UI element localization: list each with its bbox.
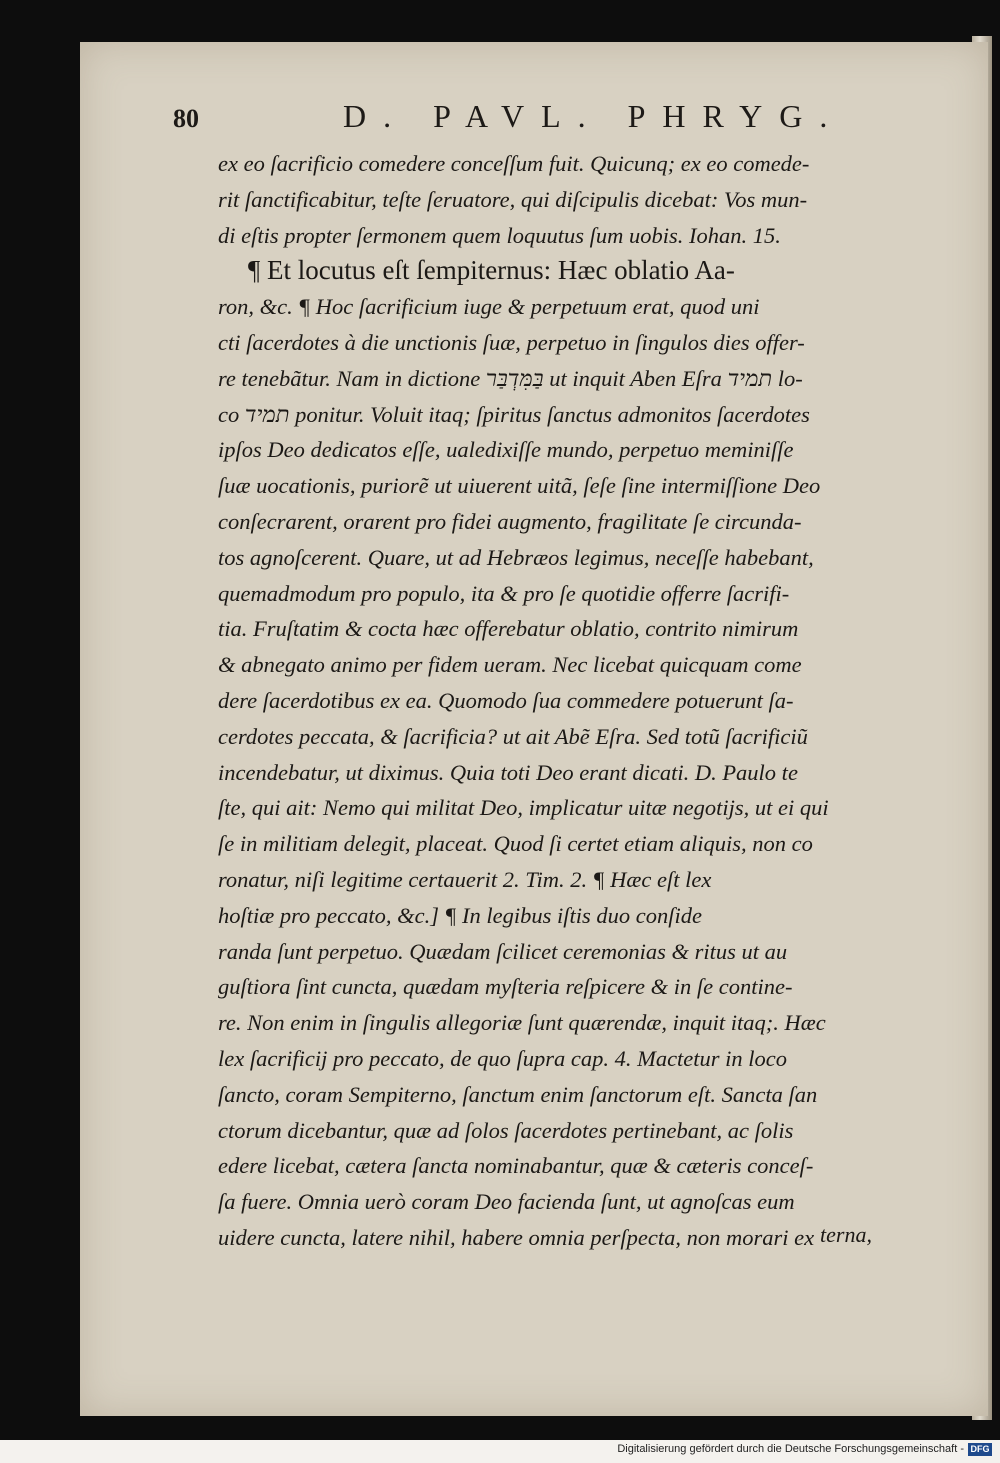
text-line: lex ſacrificij pro peccato, de quo ſupra cap. 4. Mactetur in loco (218, 1045, 788, 1071)
page-header (173, 92, 893, 142)
text-line: ronatur, niſi legitime certauerit 2. Tim. 2. ¶ Hæc eſt lex (218, 866, 712, 892)
text-line: uidere cuncta, latere nihil, habere omnia perſpecta, non morari ex (218, 1224, 815, 1250)
text-line: ron, &c. ¶ Hoc ſacrificium iuge & perpetuum erat, quod uni (218, 294, 760, 320)
body-text (218, 146, 900, 1256)
text-line: ſte, qui ait: Nemo qui militat Deo, implicatur uitæ negotijs, ut ei qui (218, 795, 829, 821)
text-line: ſuæ uocationis, puriorẽ ut uiuerent uitã, ſeſe ſine intermiſſione Deo (218, 473, 821, 499)
text-line: edere licebat, cætera ſancta nominabantur, quæ & cæteris conceſ- (218, 1153, 814, 1179)
text-line: & abnegato animo per fidem ueram. Nec licebat quicquam come (218, 652, 802, 678)
text-line: ſancto, coram Sempiterno, ſanctum enim ſanctorum eſt. Sancta ſan (218, 1081, 818, 1107)
text-line: ſa fuere. Omnia uerò coram Deo facienda ſunt, ut agnoſcas eum (218, 1189, 795, 1215)
text-line: di eſtis propter ſermonem quem loquutus ſum uobis. Iohan. 15. (218, 222, 781, 248)
text-line: ipſos Deo dedicatos eſſe, ualedixiſſe mundo, perpetuo meminiſſe (218, 437, 794, 463)
text-line: hoſtiæ pro peccato, &c.] ¶ In legibus iſtis duo conſide (218, 902, 703, 928)
text-line: conſecrarent, orarent pro fidei augmento, fragilitate ſe circunda- (218, 508, 802, 534)
text-line: ſe in militiam delegit, placeat. Quod ſi certet etiam aliquis, non co (218, 831, 813, 857)
text-line: re tenebãtur. Nam in dictione בַּמִּדְבַּר ut inquit Aben Eſra תמיד lo- (218, 365, 803, 391)
text-line: quemadmodum pro populo, ita & pro ſe quotidie offerre ſacrifi- (218, 580, 790, 606)
text-line: randa ſunt perpetuo. Quædam ſcilicet ceremonias & ritus ut au (218, 938, 788, 964)
running-head: D. PAVL. PHRYG. (343, 98, 845, 134)
text-line: co תמיד ponitur. Voluit itaq; ſpiritus ſanctus admonitos ſacerdotes (218, 401, 810, 427)
text-line: ex eo ſacrificio comedere conceſſum fuit. Quicunq; ex eo comede- (218, 151, 810, 176)
text-line: incendebatur, ut diximus. Quia toti Deo erant dicati. D. Paulo te (218, 759, 798, 785)
catchword: terna, (820, 1222, 872, 1247)
funding-credit: Digitalisierung gefördert durch die Deutsche Forschungsgemeinschaft - (617, 1443, 964, 1455)
text-line: tia. Fruſtatim & cocta hæc offerebatur oblatio, contrito nimirum (218, 616, 799, 642)
dfg-logo: DFG (968, 1443, 992, 1456)
folio-number: 80 (173, 104, 199, 133)
text-line: cti ſacerdotes à die unctionis ſuæ, perpetuo in ſingulos dies offer- (218, 329, 805, 355)
text-line: tos agnoſcerent. Quare, ut ad Hebræos legimus, neceſſe habebant, (218, 544, 814, 570)
footer-bar (0, 1440, 1000, 1463)
text-line: re. Non enim in ſingulis allegoriæ ſunt quærendæ, inquit itaq;. Hæc (218, 1010, 826, 1036)
text-line: ctorum dicebantur, quæ ad ſolos ſacerdotes pertinebant, ac ſolis (218, 1117, 794, 1143)
text-line: dere ſacerdotibus ex ea. Quomodo ſua commedere potuerunt ſa- (218, 687, 794, 713)
text-line: cerdotes peccata, & ſacrificia? ut ait Abẽ Eſra. Sed totũ ſacrificiũ (218, 723, 808, 749)
text-line: rit ſanctificabitur, teſte ſeruatore, qui diſcipulis dicebat: Vos mun- (218, 186, 808, 212)
text-line: guſtiora ſint cuncta, quædam myſteria reſpicere & in ſe contine- (218, 974, 793, 1000)
text-line: ¶ Et locutus eſt ſempiternus: Hæc oblatio Aa- (248, 255, 735, 286)
